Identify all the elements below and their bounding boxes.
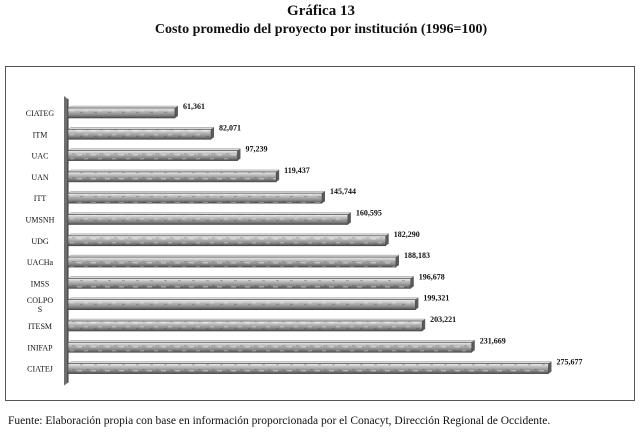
bar-end [237,149,240,161]
value-label-ciatej: 275,677 [556,357,583,367]
bar-texture [68,278,411,288]
bar-end [211,127,214,139]
category-label-line: COLPO [26,296,54,306]
value-label-udg: 182,290 [393,229,420,239]
chart-title: Gráfica 13 [287,3,355,19]
category-label-imss [31,279,50,288]
bar-uacha [68,255,399,267]
bar-end [548,362,551,374]
bar-texture [68,321,422,331]
category-label-line: ITT [33,194,47,204]
bar-texture [68,215,348,225]
bar-umsnh [68,213,351,225]
chart-title-block [0,2,642,39]
category-label-line: UDG [31,236,49,246]
bar-chart [6,67,634,400]
chart-subtitle: Costo promedio del proyecto por institución (1996=100) [154,22,488,37]
bar-uan [68,170,279,182]
bar-imss [68,276,414,288]
source-note: Fuente: Elaboración propia con base en información proporcionada por el Conacyt, Dirección Regional de Occidente. [8,415,551,427]
category-label-line: CIATEJ [27,364,53,374]
bar-end [386,234,389,246]
value-label-inifap: 231,669 [479,336,506,346]
category-label-line: S [37,305,43,315]
category-label-umsnh [26,216,55,225]
category-label-uacha [27,258,54,267]
category-label-line: CIATEG [25,109,55,118]
bar-end [472,340,475,352]
bar-end [175,106,178,118]
bar-texture [68,193,322,203]
bar-end [276,170,279,182]
bar-texture [68,129,211,139]
category-label-itt [34,194,47,203]
bar-ciateg [68,106,178,118]
category-label-uac [32,152,49,161]
category-label-line: UACHa [26,258,54,268]
value-label-itt: 145,744 [330,187,357,197]
category-label-itm [33,130,48,139]
bar-itm [68,127,214,139]
category-label-line: ITESM [28,322,52,331]
bar-end [411,276,414,288]
bar-top [68,234,389,236]
bar-top [68,127,214,129]
bar-texture [68,364,548,374]
bar-end [396,255,399,267]
bar-itesm [68,319,425,331]
bar-texture [68,257,396,267]
category-label-ciatej [27,365,53,374]
value-label-itesm: 203,221 [430,315,457,324]
value-label-uacha: 188,183 [403,251,430,261]
value-label-umsnh: 160,595 [355,208,382,218]
category-label-line: ITM [32,130,48,140]
bar-top [68,213,351,215]
value-label-colpos: 199,321 [423,293,450,303]
value-label-imss: 196,678 [418,272,445,282]
value-label-ciateg: 61,361 [182,102,205,111]
bar-texture [68,300,415,310]
category-label-line: IMSS [30,279,50,289]
bar-texture [68,151,237,161]
bar-end [322,191,325,203]
bar-top [68,106,178,108]
value-label-uac: 97,239 [245,144,268,154]
category-label-colpos [27,296,53,314]
category-label-ciateg [26,109,55,118]
bar-texture [68,236,386,246]
category-label-itesm [28,322,52,331]
axis-layer [64,96,68,386]
category-label-line: UAN [31,172,49,182]
category-label-line: INIFAP [27,343,53,353]
category-label-udg [31,237,49,246]
category-label-line: UMSNH [25,215,55,225]
category-label-inifap [27,343,53,352]
bars-layer [68,106,551,374]
category-label-line: UAC [31,151,49,161]
chart-frame [5,66,635,401]
bar-texture [68,108,175,118]
category-label-uan [31,173,49,182]
value-label-itm: 82,071 [219,123,242,133]
bar-end [348,213,351,225]
bar-end [422,319,425,331]
value-label-uan: 119,437 [284,165,310,175]
bar-texture [68,342,472,352]
bar-ciatej [68,362,551,374]
bar-texture [68,172,276,182]
bar-uac [68,149,240,161]
bar-top [68,191,325,193]
bar-end [415,298,418,310]
bar-inifap [68,340,475,352]
axis-wall [64,96,68,386]
bar-itt [68,191,325,203]
bar-colpos [68,298,418,310]
bar-top [68,170,279,172]
bar-udg [68,234,389,246]
